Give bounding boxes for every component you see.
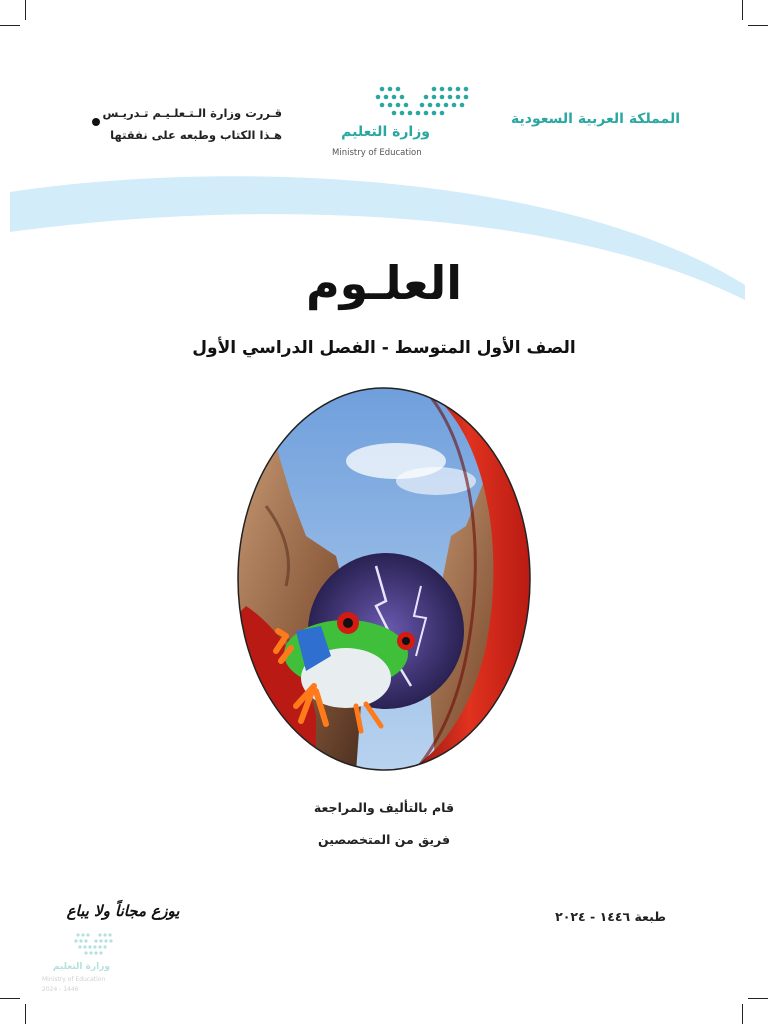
ministry-name-en: Ministry of Education xyxy=(332,148,422,158)
ministry-dots-icon xyxy=(38,930,118,958)
ministry-logo xyxy=(330,84,475,160)
free-distribution-note: يوزع مجاناً ولا يباع xyxy=(66,902,180,920)
watermark-year: 2024 - 1446 xyxy=(42,986,79,993)
edition-label: طبعة ١٤٤٦ - ٢٠٢٤ xyxy=(555,909,666,924)
ministry-notice xyxy=(96,102,282,146)
book-title: العلـوم xyxy=(305,256,463,310)
crop-mark xyxy=(748,998,768,999)
notice-line-1: قـررت وزارة الـتـعلـيـم تـدريـس xyxy=(102,106,282,120)
book-subtitle: الصف الأول المتوسط - الفصل الدراسي الأول xyxy=(192,338,576,358)
watermark-name-en: Ministry of Education xyxy=(42,976,106,983)
authors-credit-line: قام بالتأليف والمراجعة xyxy=(313,800,455,815)
crop-mark xyxy=(0,998,20,999)
cover-illustration xyxy=(236,386,532,772)
ministry-dots-icon xyxy=(330,84,475,124)
crop-mark xyxy=(742,1004,743,1024)
ministry-watermark-logo xyxy=(38,930,118,1000)
ministry-name-ar: وزارة التعليم xyxy=(341,124,430,140)
crop-mark xyxy=(742,0,743,20)
crop-mark xyxy=(748,25,768,26)
crop-mark xyxy=(25,1004,26,1024)
kingdom-name: المملكة العربية السعودية xyxy=(511,111,680,127)
authors-team: فريق من المتخصصين xyxy=(317,832,451,847)
watermark-name-ar: وزارة التعليم xyxy=(52,962,110,972)
notice-line-2: هـذا الكتاب وطبعه على نفقتها xyxy=(110,128,282,142)
crop-mark xyxy=(0,25,20,26)
bullet-dot-icon xyxy=(92,118,100,126)
crop-mark xyxy=(25,0,26,20)
